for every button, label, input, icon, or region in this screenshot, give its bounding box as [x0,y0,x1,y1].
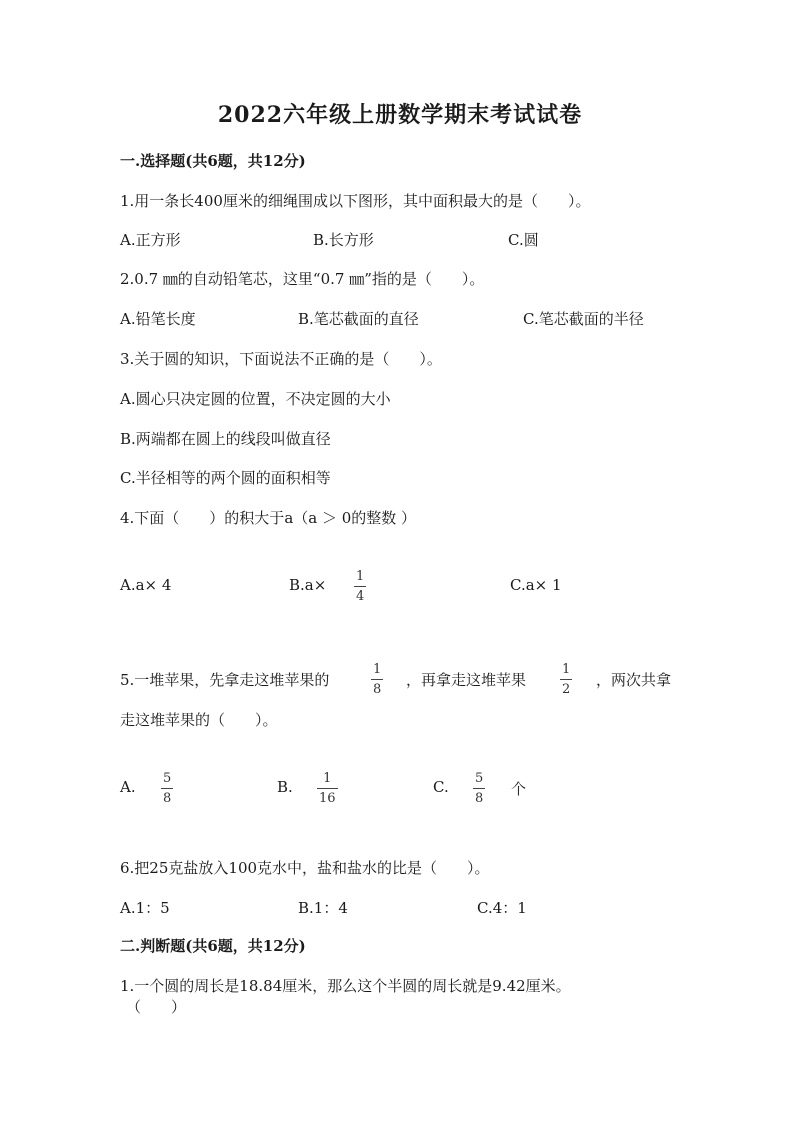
fraction-denominator: 8 [373,682,382,697]
fraction-denominator: 4 [356,589,365,604]
fraction-bar [161,788,173,789]
judgment-question-1-blank: （ ） [126,998,187,1016]
fraction-numerator: 1 [323,771,332,786]
question-1-option-c: C.圆 [508,231,539,249]
fraction-numerator: 1 [356,569,365,584]
question-3-text: 3.关于圆的知识，下面说法不正确的是（ ）。 [120,350,442,368]
question-1-text: 1.用一条长400厘米的细绳围成以下图形，其中面积最大的是（ ）。 [120,192,591,210]
question-5-option-b-fraction [317,772,338,805]
page-title: 2022六年级上册数学期末考试试卷 [217,102,583,128]
question-4-option-a: A.a× 4 [120,576,172,594]
question-5-option-b-label: B. [277,778,293,796]
fraction-numerator: 1 [373,662,382,677]
question-5-text-part1: 5.一堆苹果，先拿走这堆苹果的 [120,671,330,689]
question-5-option-c-suffix: 个 [511,780,527,798]
question-5-text-part2: ，再拿走这堆苹果 [406,671,527,689]
question-5-fraction-2 [560,663,572,696]
question-5-option-a-fraction [161,772,173,805]
question-6-option-c: C.4：1 [477,899,527,917]
fraction-numerator: 1 [562,662,571,677]
fraction-bar [560,679,572,680]
question-5-option-c-label: C. [433,778,449,796]
question-5-text-part3: ，两次共拿 [596,671,672,689]
question-2-option-c: C.笔芯截面的半径 [523,310,644,328]
question-4-option-c: C.a× 1 [510,576,562,594]
question-6-option-b: B.1：4 [298,899,348,917]
question-3-option-a: A.圆心只决定圆的位置，不决定圆的大小 [120,390,391,408]
question-5-option-c-fraction [473,772,485,805]
question-4-option-b-fraction [354,570,366,603]
question-3-option-c: C.半径相等的两个圆的面积相等 [120,469,331,487]
question-6-option-a: A.1：5 [120,899,170,917]
fraction-denominator: 16 [319,791,336,806]
fraction-denominator: 8 [475,791,484,806]
fraction-bar [473,788,485,789]
question-1-option-a: A.正方形 [120,231,181,249]
question-1-option-b: B.长方形 [313,231,374,249]
fraction-denominator: 2 [562,682,571,697]
question-2-option-b: B.笔芯截面的直径 [298,310,419,328]
question-4-text: 4.下面（ ）的积大于a（a ＞ 0的整数 ） [120,509,417,527]
section-heading-choice: 一.选择题(共6题，共12分) [120,152,306,170]
question-5-fraction-1 [371,663,383,696]
section-heading-judgment: 二.判断题(共6题，共12分) [120,937,306,955]
question-2-option-a: A.铅笔长度 [120,310,196,328]
question-6-text: 6.把25克盐放入100克水中，盐和盐水的比是（ ）。 [120,859,490,877]
fraction-bar [317,788,338,789]
fraction-bar [371,679,383,680]
judgment-question-1-text: 1.一个圆的周长是18.84厘米，那么这个半圆的周长就是9.42厘米。 [120,977,571,995]
question-3-option-b: B.两端都在圆上的线段叫做直径 [120,430,331,448]
fraction-numerator: 5 [475,771,484,786]
fraction-denominator: 8 [163,791,172,806]
fraction-numerator: 5 [163,771,172,786]
question-2-text: 2.0.7 ㎜的自动铅笔芯，这里“0.7 ㎜”指的是（ ）。 [120,270,485,288]
question-4-option-b-prefix: B.a× [289,576,327,594]
fraction-bar [354,586,366,587]
question-5-text-part4: 走这堆苹果的（ ）。 [120,711,278,729]
question-5-option-a-label: A. [120,778,136,796]
